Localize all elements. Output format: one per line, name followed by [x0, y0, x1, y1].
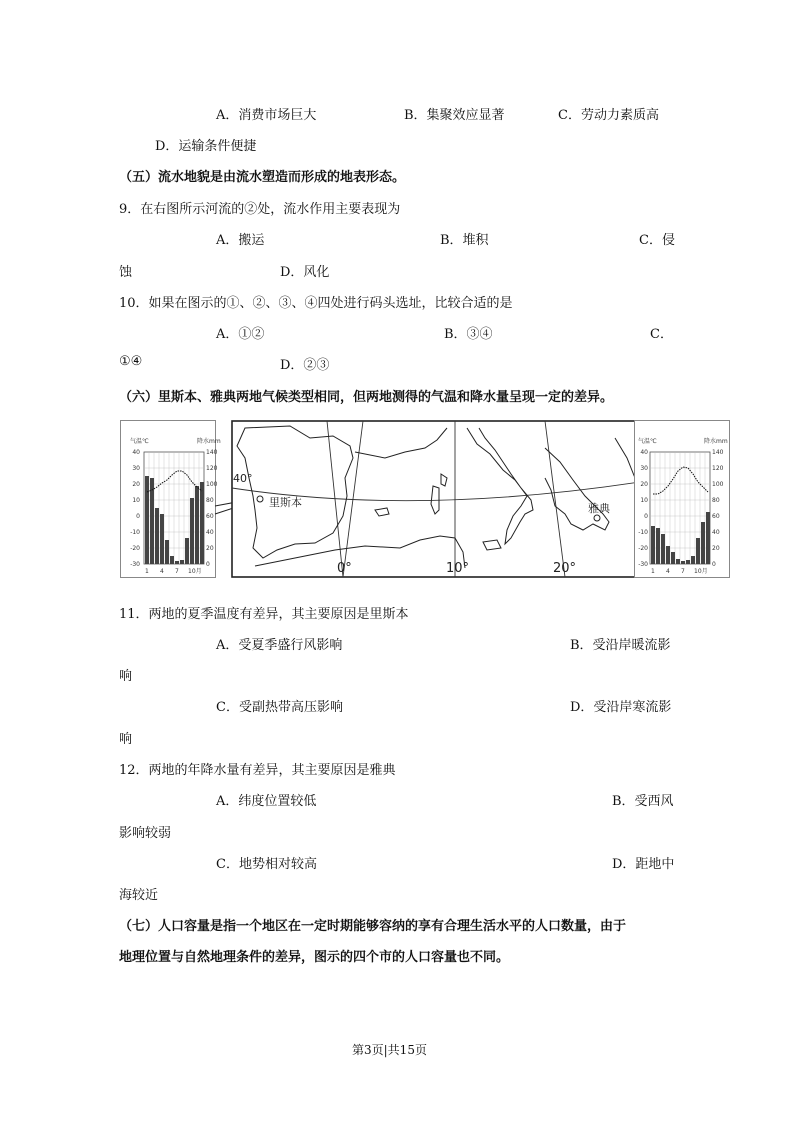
latitude-label: 40° — [233, 472, 253, 485]
q11-option-b-wrap: 响 — [119, 669, 133, 684]
right-precip-tick: 40 — [712, 529, 720, 536]
right-temp-axis-label: 气温℃ — [638, 438, 657, 445]
left-month-tick: 10月 — [188, 568, 202, 575]
q10-option-c: C． — [650, 327, 673, 342]
q12-option-b-wrap: 影响较弱 — [119, 826, 172, 841]
left-precip-tick: 120 — [206, 465, 218, 472]
right-temp-tick: -10 — [638, 529, 648, 536]
q9-option-c-wrap: 蚀 — [119, 265, 133, 280]
right-precip-tick: 0 — [712, 561, 716, 568]
left-precip-tick: 20 — [206, 545, 214, 552]
right-month-tick: 1 — [651, 568, 655, 575]
right-temp-tick: 40 — [640, 449, 648, 456]
right-precip-tick: 100 — [712, 481, 724, 488]
left-temp-tick: 20 — [132, 481, 140, 488]
left-temp-tick: 0 — [136, 513, 140, 520]
left-temp-tick: 40 — [132, 449, 140, 456]
longitude-label-10: 10° — [446, 561, 470, 576]
right-precip-tick: 20 — [712, 545, 720, 552]
left-precip-axis-label: 降水mm — [197, 438, 221, 445]
q10-stem: 10．如果在图示的①、②、③、④四处进行码头选址，比较合适的是 — [119, 296, 513, 311]
q12-option-d-wrap: 海较近 — [119, 888, 159, 903]
q9-option-d: D．风化 — [280, 265, 330, 280]
section7-heading-line2: 地理位置与自然地理条件的差异，图示的四个市的人口容量也不同。 — [119, 950, 510, 965]
left-temp-tick: -10 — [130, 529, 140, 536]
longitude-label-0: 0° — [337, 561, 352, 576]
q9-option-a: A．搬运 — [216, 233, 265, 248]
q12-option-c: C．地势相对较高 — [216, 857, 317, 872]
left-precip-tick: 60 — [206, 513, 214, 520]
right-temp-tick: 20 — [640, 481, 648, 488]
q11-option-d-wrap: 响 — [119, 732, 133, 747]
right-temp-tick: -30 — [638, 561, 648, 568]
q9-stem: 9．在右图所示河流的②处，流水作用主要表现为 — [119, 202, 401, 217]
q11-option-a: A．受夏季盛行风影响 — [216, 638, 343, 653]
right-precip-tick: 60 — [712, 513, 720, 520]
left-temp-tick: 30 — [132, 465, 140, 472]
q9-option-c: C．侵 — [639, 233, 675, 248]
q9-option-b: B．堆积 — [440, 233, 489, 248]
q11-stem: 11．两地的夏季温度有差异，其主要原因是里斯本 — [119, 607, 409, 622]
right-temp-tick: -20 — [638, 545, 648, 552]
left-month-tick: 1 — [145, 568, 149, 575]
right-precip-tick: 140 — [712, 449, 724, 456]
q11-option-b: B．受沿岸暖流影 — [570, 638, 671, 653]
section5-heading: （五）流水地貌是由流水塑造而形成的地表形态。 — [119, 170, 406, 185]
right-precip-tick: 120 — [712, 465, 724, 472]
q12-option-b: B．受西风 — [612, 794, 674, 809]
q8-option-b: B．集聚效应显著 — [404, 108, 505, 123]
section7-heading-line1: （七）人口容量是指一个地区在一定时期能够容纳的享有合理生活水平的人口数量，由于 — [119, 919, 627, 934]
q12-option-a: A．纬度位置较低 — [216, 794, 317, 809]
q10-option-d: D．②③ — [280, 358, 330, 373]
left-precip-tick: 140 — [206, 449, 218, 456]
q10-option-c-wrap: ①④ — [119, 354, 143, 369]
lisbon-climate-chart — [120, 420, 221, 578]
q11-option-d: D．受沿岸寒流影 — [570, 700, 672, 715]
left-month-tick: 4 — [160, 568, 164, 575]
right-temp-tick: 10 — [640, 497, 648, 504]
q10-option-b: B．③④ — [444, 327, 493, 342]
q8-option-c: C．劳动力素质高 — [558, 108, 659, 123]
right-precip-tick: 80 — [712, 497, 720, 504]
athens-label: 雅典 — [588, 502, 610, 515]
left-temp-tick: 10 — [132, 497, 140, 504]
left-temp-axis-label: 气温℃ — [130, 438, 149, 445]
q8-option-a: A．消费市场巨大 — [216, 108, 317, 123]
lisbon-label: 里斯本 — [269, 496, 302, 509]
page-footer: 第3页|共15页 — [352, 1043, 427, 1057]
right-temp-tick: 30 — [640, 465, 648, 472]
section6-heading: （六）里斯本、雅典两地气候类型相同，但两地测得的气温和降水量呈现一定的差异。 — [119, 390, 614, 405]
athens-climate-chart — [634, 420, 730, 578]
q11-option-c: C．受副热带高压影响 — [216, 700, 343, 715]
right-month-tick: 7 — [681, 568, 685, 575]
left-precip-tick: 100 — [206, 481, 218, 488]
left-precip-tick: 80 — [206, 497, 214, 504]
left-precip-tick: 0 — [206, 561, 210, 568]
left-temp-tick: -20 — [130, 545, 140, 552]
q8-option-d: D．运输条件便捷 — [155, 139, 257, 154]
left-month-tick: 7 — [175, 568, 179, 575]
left-temp-tick: -30 — [130, 561, 140, 568]
q12-option-d: D．距地中 — [612, 857, 675, 872]
right-month-tick: 4 — [666, 568, 670, 575]
right-temp-tick: 0 — [644, 513, 648, 520]
longitude-label-20: 20° — [553, 561, 577, 576]
right-month-tick: 10月 — [694, 568, 708, 575]
q10-option-a: A．①② — [216, 327, 265, 342]
mediterranean-map — [215, 418, 645, 580]
left-precip-tick: 40 — [206, 529, 214, 536]
right-precip-axis-label: 降水mm — [704, 438, 728, 445]
q12-stem: 12．两地的年降水量有差异，其主要原因是雅典 — [119, 763, 396, 778]
